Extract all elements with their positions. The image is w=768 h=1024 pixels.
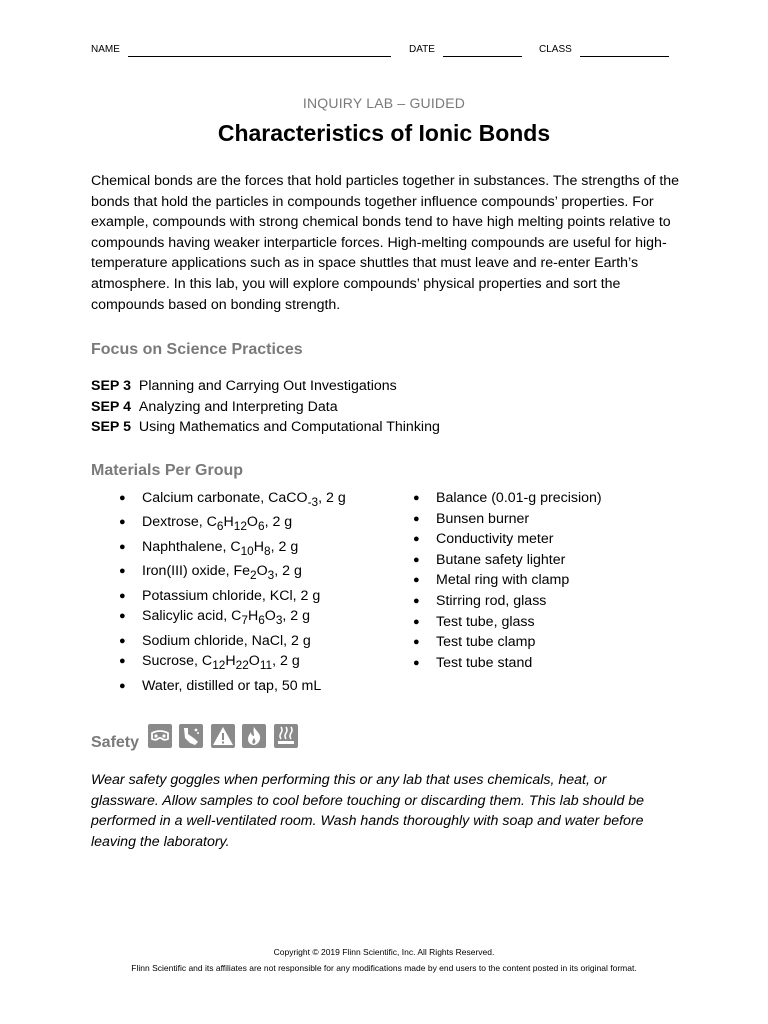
- safety-heading: Safety: [91, 734, 140, 751]
- disclaimer-notice: Flinn Scientific and its affiliates are not responsible for any modifications made by end users to the content posted in its original format.: [131, 963, 637, 973]
- hand-wash-icon: [179, 724, 203, 748]
- bullet: ●: [119, 679, 126, 692]
- equipment-item: ● Balance (0.01-g precision): [413, 488, 673, 509]
- materials-equipment-list: [413, 488, 673, 673]
- bullet: ●: [119, 634, 126, 647]
- practice-text: Analyzing and Interpreting Data: [138, 398, 338, 415]
- equipment-item: ● Conductivity meter: [413, 529, 673, 550]
- equipment-item: ● Test tube clamp: [413, 632, 673, 653]
- material-item: ● Calcium carbonate, CaCO$_{-3}$, 2 g: [119, 490, 346, 509]
- copyright-notice: Copyright © 2019 Flinn Scientific, Inc. All Rights Reserved.: [273, 947, 495, 957]
- practice-code: SEP 3: [91, 378, 131, 394]
- practice-item: [91, 376, 671, 397]
- equipment-item: ● Butane safety lighter: [413, 550, 673, 571]
- equipment-item: ● Metal ring with clamp: [413, 570, 673, 591]
- material-item: ● Salicylic acid, $C_7H_6O_3$, 2 g: [119, 608, 311, 628]
- practices-list: [91, 376, 671, 438]
- caution-icon: [211, 724, 235, 748]
- bullet: ●: [119, 565, 126, 578]
- material-item: ● Naphthalene, $C_{10}H_8$, 2 g: [119, 538, 299, 558]
- bullet: ●: [413, 656, 420, 669]
- bullet: ●: [413, 512, 420, 525]
- safety-icons: [148, 724, 301, 750]
- bullet: ●: [413, 533, 420, 546]
- safety-paragraph: Wear safety goggles when performing this or any lab that uses chemicals, heat, or glassware. Allow samples to cool before touching or discarding them. This lab should be performed in a well-ventilated room. Wash hands thoroughly with soap and water before leaving the laboratory.: [91, 772, 645, 850]
- date-label: DATE: [409, 44, 435, 55]
- bullet: ●: [413, 574, 420, 587]
- material-item: ● Water, distilled or tap, 50 mL: [119, 676, 389, 697]
- material-item: ● Sodium chloride, NaCl, 2 g: [119, 631, 389, 652]
- practice-item: [91, 397, 671, 418]
- class-label: CLASS: [539, 44, 572, 55]
- bullet: ●: [119, 589, 126, 602]
- bullet: ●: [119, 492, 126, 504]
- bullet: ●: [413, 594, 420, 607]
- bullet: ●: [119, 610, 126, 623]
- lab-type-kicker: INQUIRY LAB – GUIDED: [302, 95, 466, 111]
- bullet: ●: [119, 655, 126, 668]
- material-item: ● Iron(III) oxide, $Fe_2O_3$, 2 g: [119, 563, 302, 583]
- materials-chemicals-list: [119, 488, 389, 696]
- bullet: ●: [413, 615, 420, 628]
- name-label: NAME: [91, 44, 120, 55]
- practice-item: [91, 417, 671, 438]
- equipment-item: ● Bunsen burner: [413, 509, 673, 530]
- intro-paragraph: Chemical bonds are the forces that hold particles together in substances. The strengths of the bonds that hold the particles in compounds together influence compounds’ properties. For example, compounds with strong chemical bonds tend to have high melting points relative to compounds having weaker interparticle forces. High-melting compounds are useful for high-temperature applications such as in space shuttles that must leave and re-enter Earth’s atmosphere. In this lab, you will explore compounds’ physical properties and sort the compounds based on bonding strength.: [91, 173, 680, 313]
- page-title: Characteristics of Ionic Bonds: [217, 120, 551, 146]
- material-item: ● Sucrose, $C_{12}H_{22}O_{11}$, 2 g: [119, 653, 300, 673]
- materials-heading: Materials Per Group: [91, 462, 244, 479]
- bullet: ●: [413, 492, 420, 504]
- date-field-line[interactable]: [443, 56, 522, 57]
- equipment-item: ● Test tube, glass: [413, 612, 673, 633]
- goggles-icon: [148, 724, 172, 748]
- bullet: ●: [413, 553, 420, 566]
- bullet: ●: [119, 516, 126, 529]
- name-field-line[interactable]: [128, 56, 391, 57]
- material-item: ● Potassium chloride, KCl, 2 g: [119, 586, 389, 607]
- practice-code: SEP 5: [91, 419, 131, 436]
- bullet: ●: [413, 636, 420, 649]
- heat-icon: [274, 724, 298, 748]
- practice-text: Planning and Carrying Out Investigations: [138, 378, 397, 394]
- equipment-item: ● Stirring rod, glass: [413, 591, 673, 612]
- bullet: ●: [119, 540, 126, 553]
- practices-heading: Focus on Science Practices: [91, 341, 303, 358]
- material-item: ● Dextrose, $C_6H_{12}O_6$, 2 g: [119, 514, 293, 534]
- class-field-line[interactable]: [580, 56, 669, 57]
- flame-icon: [242, 724, 266, 748]
- practice-text: Using Mathematics and Computational Thinking: [138, 419, 440, 436]
- practice-code: SEP 4: [91, 398, 131, 415]
- equipment-item: ● Test tube stand: [413, 653, 673, 674]
- student-info-header: [91, 40, 669, 58]
